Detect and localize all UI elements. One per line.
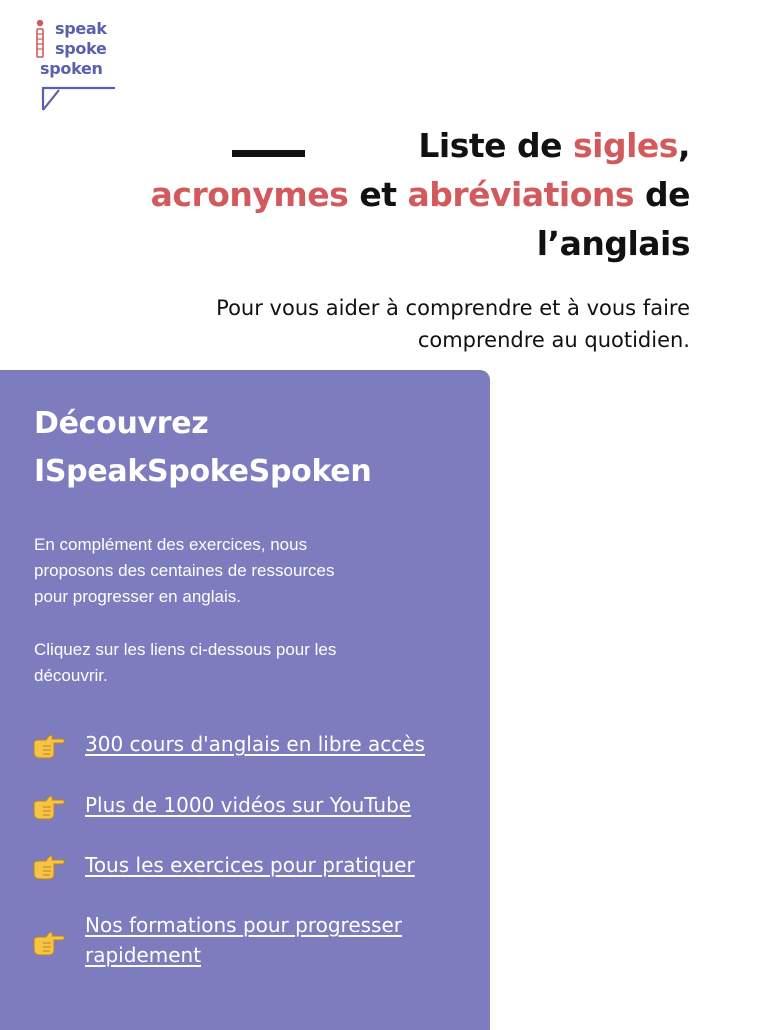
subtitle-line: comprendre au quotidien. <box>417 328 690 352</box>
page-title-line-1 <box>90 121 690 170</box>
title-text: de <box>634 175 690 214</box>
link-youtube-videos[interactable]: Plus de 1000 vidéos sur YouTube <box>85 793 412 817</box>
paragraph-line: En complément des exercices, nous <box>34 535 308 554</box>
page-title <box>90 121 690 268</box>
title-text: , <box>677 126 690 165</box>
panel-cta-paragraph <box>34 637 394 689</box>
pointing-hand-icon <box>32 930 68 958</box>
title-highlight-sigles: sigles <box>573 126 678 165</box>
link-exercices[interactable]: Tous les exercices pour pratiquer <box>85 853 415 877</box>
subtitle-line: Pour vous aider à comprendre et à vous faire <box>216 296 690 320</box>
link-300-cours[interactable]: 300 cours d'anglais en libre accès <box>85 732 425 756</box>
paragraph-line: Cliquez sur les liens ci-dessous pour les <box>34 640 337 659</box>
pointing-hand-icon <box>32 854 68 882</box>
paragraph-line: pour progresser en anglais. <box>34 587 241 606</box>
panel-title <box>34 400 474 496</box>
link-formations[interactable]: Nos formations pour progresser rapidement <box>85 913 403 967</box>
title-highlight-abreviations: abréviations <box>407 175 634 214</box>
title-text: Liste de <box>418 126 574 165</box>
page-title-line-2 <box>90 170 690 219</box>
brand-logo <box>33 18 125 114</box>
pointing-hand-icon <box>32 733 68 761</box>
paragraph-line: découvrir. <box>34 666 108 685</box>
title-highlight-acronymes: acronymes <box>150 175 349 214</box>
logo-word-spoken: spoken <box>40 59 103 78</box>
pointing-hand-icon <box>32 794 68 822</box>
title-text: l’anglais <box>536 224 690 263</box>
page-subtitle <box>130 292 690 356</box>
panel-title-line: ISpeakSpokeSpoken <box>34 454 372 489</box>
title-text: et <box>348 175 408 214</box>
page-title-line-3 <box>90 219 690 268</box>
logo-word-speak: speak <box>55 19 107 38</box>
panel-title-line: Découvrez <box>34 406 209 441</box>
panel-intro-paragraph <box>34 532 394 610</box>
paragraph-line: proposons des centaines de ressources <box>34 561 335 580</box>
logo-word-spoke: spoke <box>55 39 107 58</box>
